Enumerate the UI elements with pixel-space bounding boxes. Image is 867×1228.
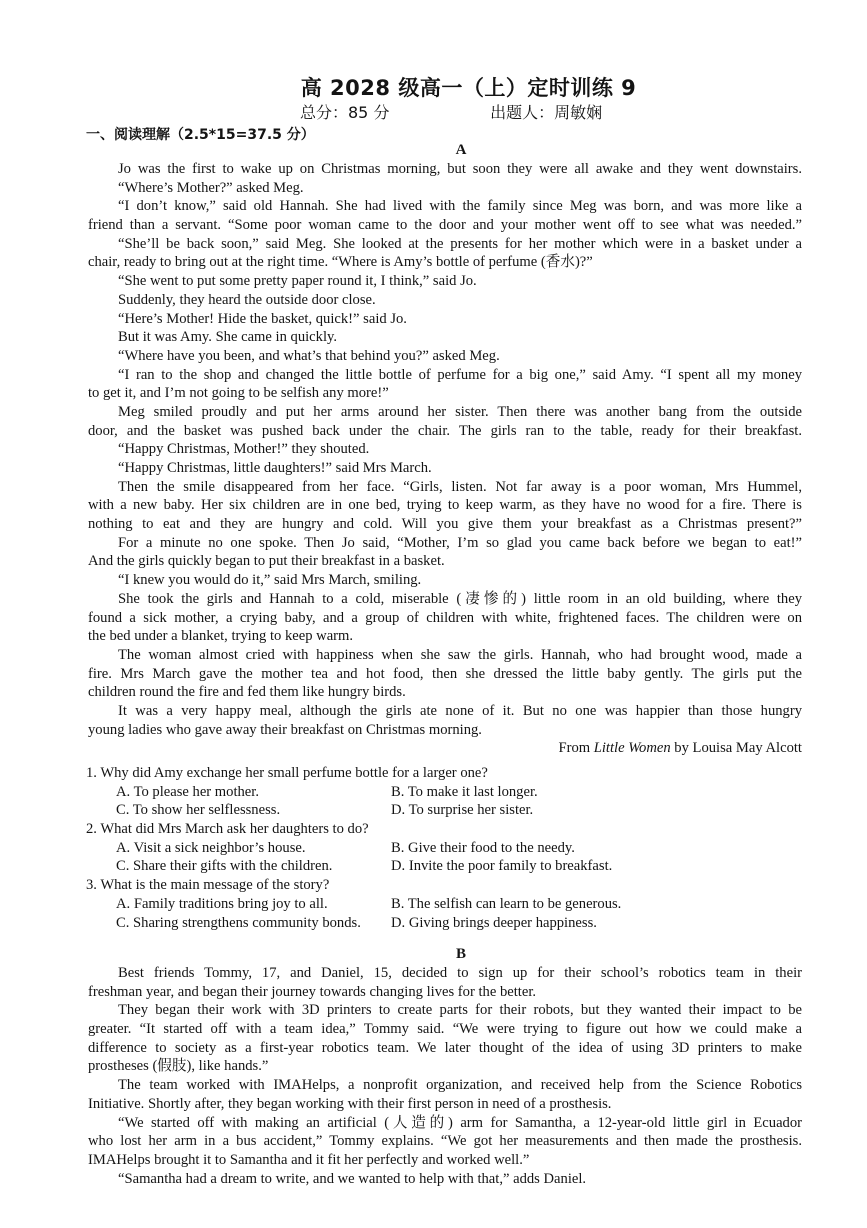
passage-a-line: Then the smile disappeared from her face. “Girls, listen. Not far away is a poor woman, Mrs Hummel, xyxy=(118,478,802,495)
passage-a-line: It was a very happy meal, although the girls ate none of it. But no one was happier than those hungry xyxy=(118,702,802,719)
option-b[interactable]: B. The selfish can learn to be generous. xyxy=(391,895,622,912)
passage-a-line: young ladies who gave away their breakfast on Christmas morning. xyxy=(88,721,482,738)
passage-a-line: The woman almost cried with happiness when she saw the girls. Hannah, who had brought wood, made a xyxy=(118,646,802,663)
total-score: 总分：85 分 xyxy=(300,103,390,122)
option-b[interactable]: B. Give their food to the needy. xyxy=(391,839,575,856)
passage-b-line: They began their work with 3D printers to create parts for their robots, but they wanted their impact to be xyxy=(118,1002,802,1019)
option-c[interactable]: C. Share their gifts with the children. xyxy=(116,858,333,875)
passage-a-line: “Happy Christmas, Mother!” they shouted. xyxy=(118,441,370,458)
option-c[interactable]: C. Sharing strengthens community bonds. xyxy=(116,914,361,931)
passage-a-line: chair, ready to bring out at the right time. “Where is Amy’s bottle of perfume (香水)?” xyxy=(88,254,593,271)
passage-a-line: But it was Amy. She came in quickly. xyxy=(118,329,338,346)
passage-a-line: found a sick mother, a crying baby, and a group of children with white, frightened faces. The children were on xyxy=(88,609,802,626)
passage-b-line: Initiative. Shortly after, they began working with their first person in need of a prosthesis. xyxy=(88,1095,612,1112)
passage-a-line: And the girls quickly began to put their breakfast in a basket. xyxy=(88,553,445,570)
source-author: by Louisa May Alcott xyxy=(670,740,802,757)
passage-a-label: A xyxy=(455,142,467,158)
question-options xyxy=(86,839,800,858)
passage-a-line: fire. Mrs March gave the mother tea and hot food, then she dressed the little baby gently. The girls put the xyxy=(88,665,802,682)
passage-a-line: nothing to eat and they are hungry and cold. Will you give them your breakfast as a Christmas present?” xyxy=(88,516,802,533)
passage-b-line: Best friends Tommy, 17, and Daniel, 15, decided to sign up for their school’s robotics team in their xyxy=(118,965,802,981)
passage-a-line: Jo was the first to wake up on Christmas morning, but soon they were all awake and they went downstairs. xyxy=(118,161,802,177)
question-options xyxy=(86,857,800,876)
option-a[interactable]: A. Family traditions bring joy to all. xyxy=(116,895,328,912)
passage-b-label: B xyxy=(455,946,466,962)
passage-a-line: “I don’t know,” said old Hannah. She had lived with the family since Meg was born, and was more like a xyxy=(118,198,802,215)
passage-a-line: Meg smiled proudly and put her arms around her sister. Then there was another bang from the outside xyxy=(118,403,802,420)
passage-a-line: with a new baby. Her six children are in one bed, trying to keep warm, as they have no wood for a fire. There is xyxy=(88,497,802,514)
passage-a-line: children round the fire and fed them like hungry birds. xyxy=(88,684,406,701)
passage-a-line: friend than a servant. “Some poor woman came to the door and your mother went off to see what was needed.” xyxy=(88,217,802,234)
passage-b-line: IMAHelps brought it to Samantha and it fit her perfectly and worked well.” xyxy=(88,1151,530,1168)
exam-subtitle xyxy=(300,100,800,123)
option-c[interactable]: C. To show her selflessness. xyxy=(116,802,281,819)
source-prefix: From xyxy=(558,740,594,757)
passage-a-line: “Happy Christmas, little daughters!” said Mrs March. xyxy=(118,460,432,476)
exam-author: 出题人：周敏娴 xyxy=(490,103,603,122)
question-stem: 3. What is the main message of the story? xyxy=(86,877,330,894)
passage-a-line: She took the girls and Hannah to a cold, miserable (凄惨的) little room in an old building, where they xyxy=(118,590,802,607)
question-stem: 2. What did Mrs March ask her daughters to do? xyxy=(86,821,369,838)
question-options xyxy=(86,914,800,933)
passage-b-line: who lost her arm in a bus accident,” Tommy explains. “We got her measurements and then made the prosthesis. xyxy=(88,1133,802,1150)
passage-b-line: “We started off with making an artificial (人造的) arm for Samantha, a 12-year-old little girl in Ecuador xyxy=(118,1114,802,1131)
passage-a-line: door, and the basket was pushed back under the chair. The girls ran to the table, ready for their breakfast. xyxy=(88,422,802,439)
passage-a-line: “Here’s Mother! Hide the basket, quick!” said Jo. xyxy=(118,310,407,327)
option-d[interactable]: D. To surprise her sister. xyxy=(391,802,534,819)
passage-a-line: “Where’s Mother?” asked Meg. xyxy=(118,179,304,196)
passage-a-line: “Where have you been, and what’s that behind you?” asked Meg. xyxy=(118,347,500,364)
passage-a-line: Suddenly, they heard the outside door close. xyxy=(118,291,376,308)
passage-b-line: prostheses (假肢), like hands.” xyxy=(88,1058,269,1075)
option-d[interactable]: D. Giving brings deeper happiness. xyxy=(391,914,597,931)
passage-a xyxy=(88,160,802,758)
section-heading: 一、阅读理解（2.5*15=37.5 分） xyxy=(86,127,315,143)
question-options xyxy=(86,783,800,802)
question-options xyxy=(86,895,800,914)
passage-a-line: to get it, and I’m not going to be selfish any more!” xyxy=(88,385,389,402)
option-a[interactable]: A. To please her mother. xyxy=(116,783,259,800)
option-d[interactable]: D. Invite the poor family to breakfast. xyxy=(391,858,613,875)
question-list xyxy=(86,764,800,932)
passage-b-line: “Samantha had a dream to write, and we wanted to help with that,” adds Daniel. xyxy=(118,1170,587,1187)
passage-b-line: The team worked with IMAHelps, a nonprofit organization, and received help from the Science Robotics xyxy=(118,1077,802,1094)
passage-a-line: “She went to put some pretty paper round it, I think,” said Jo. xyxy=(118,273,477,290)
option-b[interactable]: B. To make it last longer. xyxy=(391,783,538,800)
question-stem: 1. Why did Amy exchange her small perfume bottle for a larger one? xyxy=(86,765,488,781)
passage-a-source xyxy=(88,739,802,758)
passage-a-line: “She’ll be back soon,” said Meg. She looked at the presents for her mother which were in a basket under a xyxy=(118,235,802,252)
passage-a-line: the bed under a blanket, trying to keep warm. xyxy=(88,628,354,645)
passage-b-line: freshman year, and began their journey towards changing lives for the better. xyxy=(88,983,537,1000)
option-a[interactable]: A. Visit a sick neighbor’s house. xyxy=(116,839,306,856)
exam-title: 高 2028 级高一（上）定时训练 9 xyxy=(300,76,637,100)
passage-a-line: “I knew you would do it,” said Mrs March, smiling. xyxy=(118,572,422,589)
source-book-title: Little Women xyxy=(593,740,671,757)
passage-b xyxy=(88,964,802,1188)
passage-b-line: greater. “It started off with a team idea,” Tommy said. “We were trying to figure out how we could make a xyxy=(88,1021,802,1038)
passage-b-line: difference to society as a first-year robotics team. We later thought of the idea of using 3D printers to make xyxy=(88,1039,802,1056)
passage-a-line: “I ran to the shop and changed the little bottle of perfume for a big one,” said Amy. “I spent all my money xyxy=(118,366,802,383)
question-options xyxy=(86,801,800,820)
passage-a-line: For a minute no one spoke. Then Jo said, “Mother, I’m so glad you came back before we began to eat!” xyxy=(118,534,802,551)
